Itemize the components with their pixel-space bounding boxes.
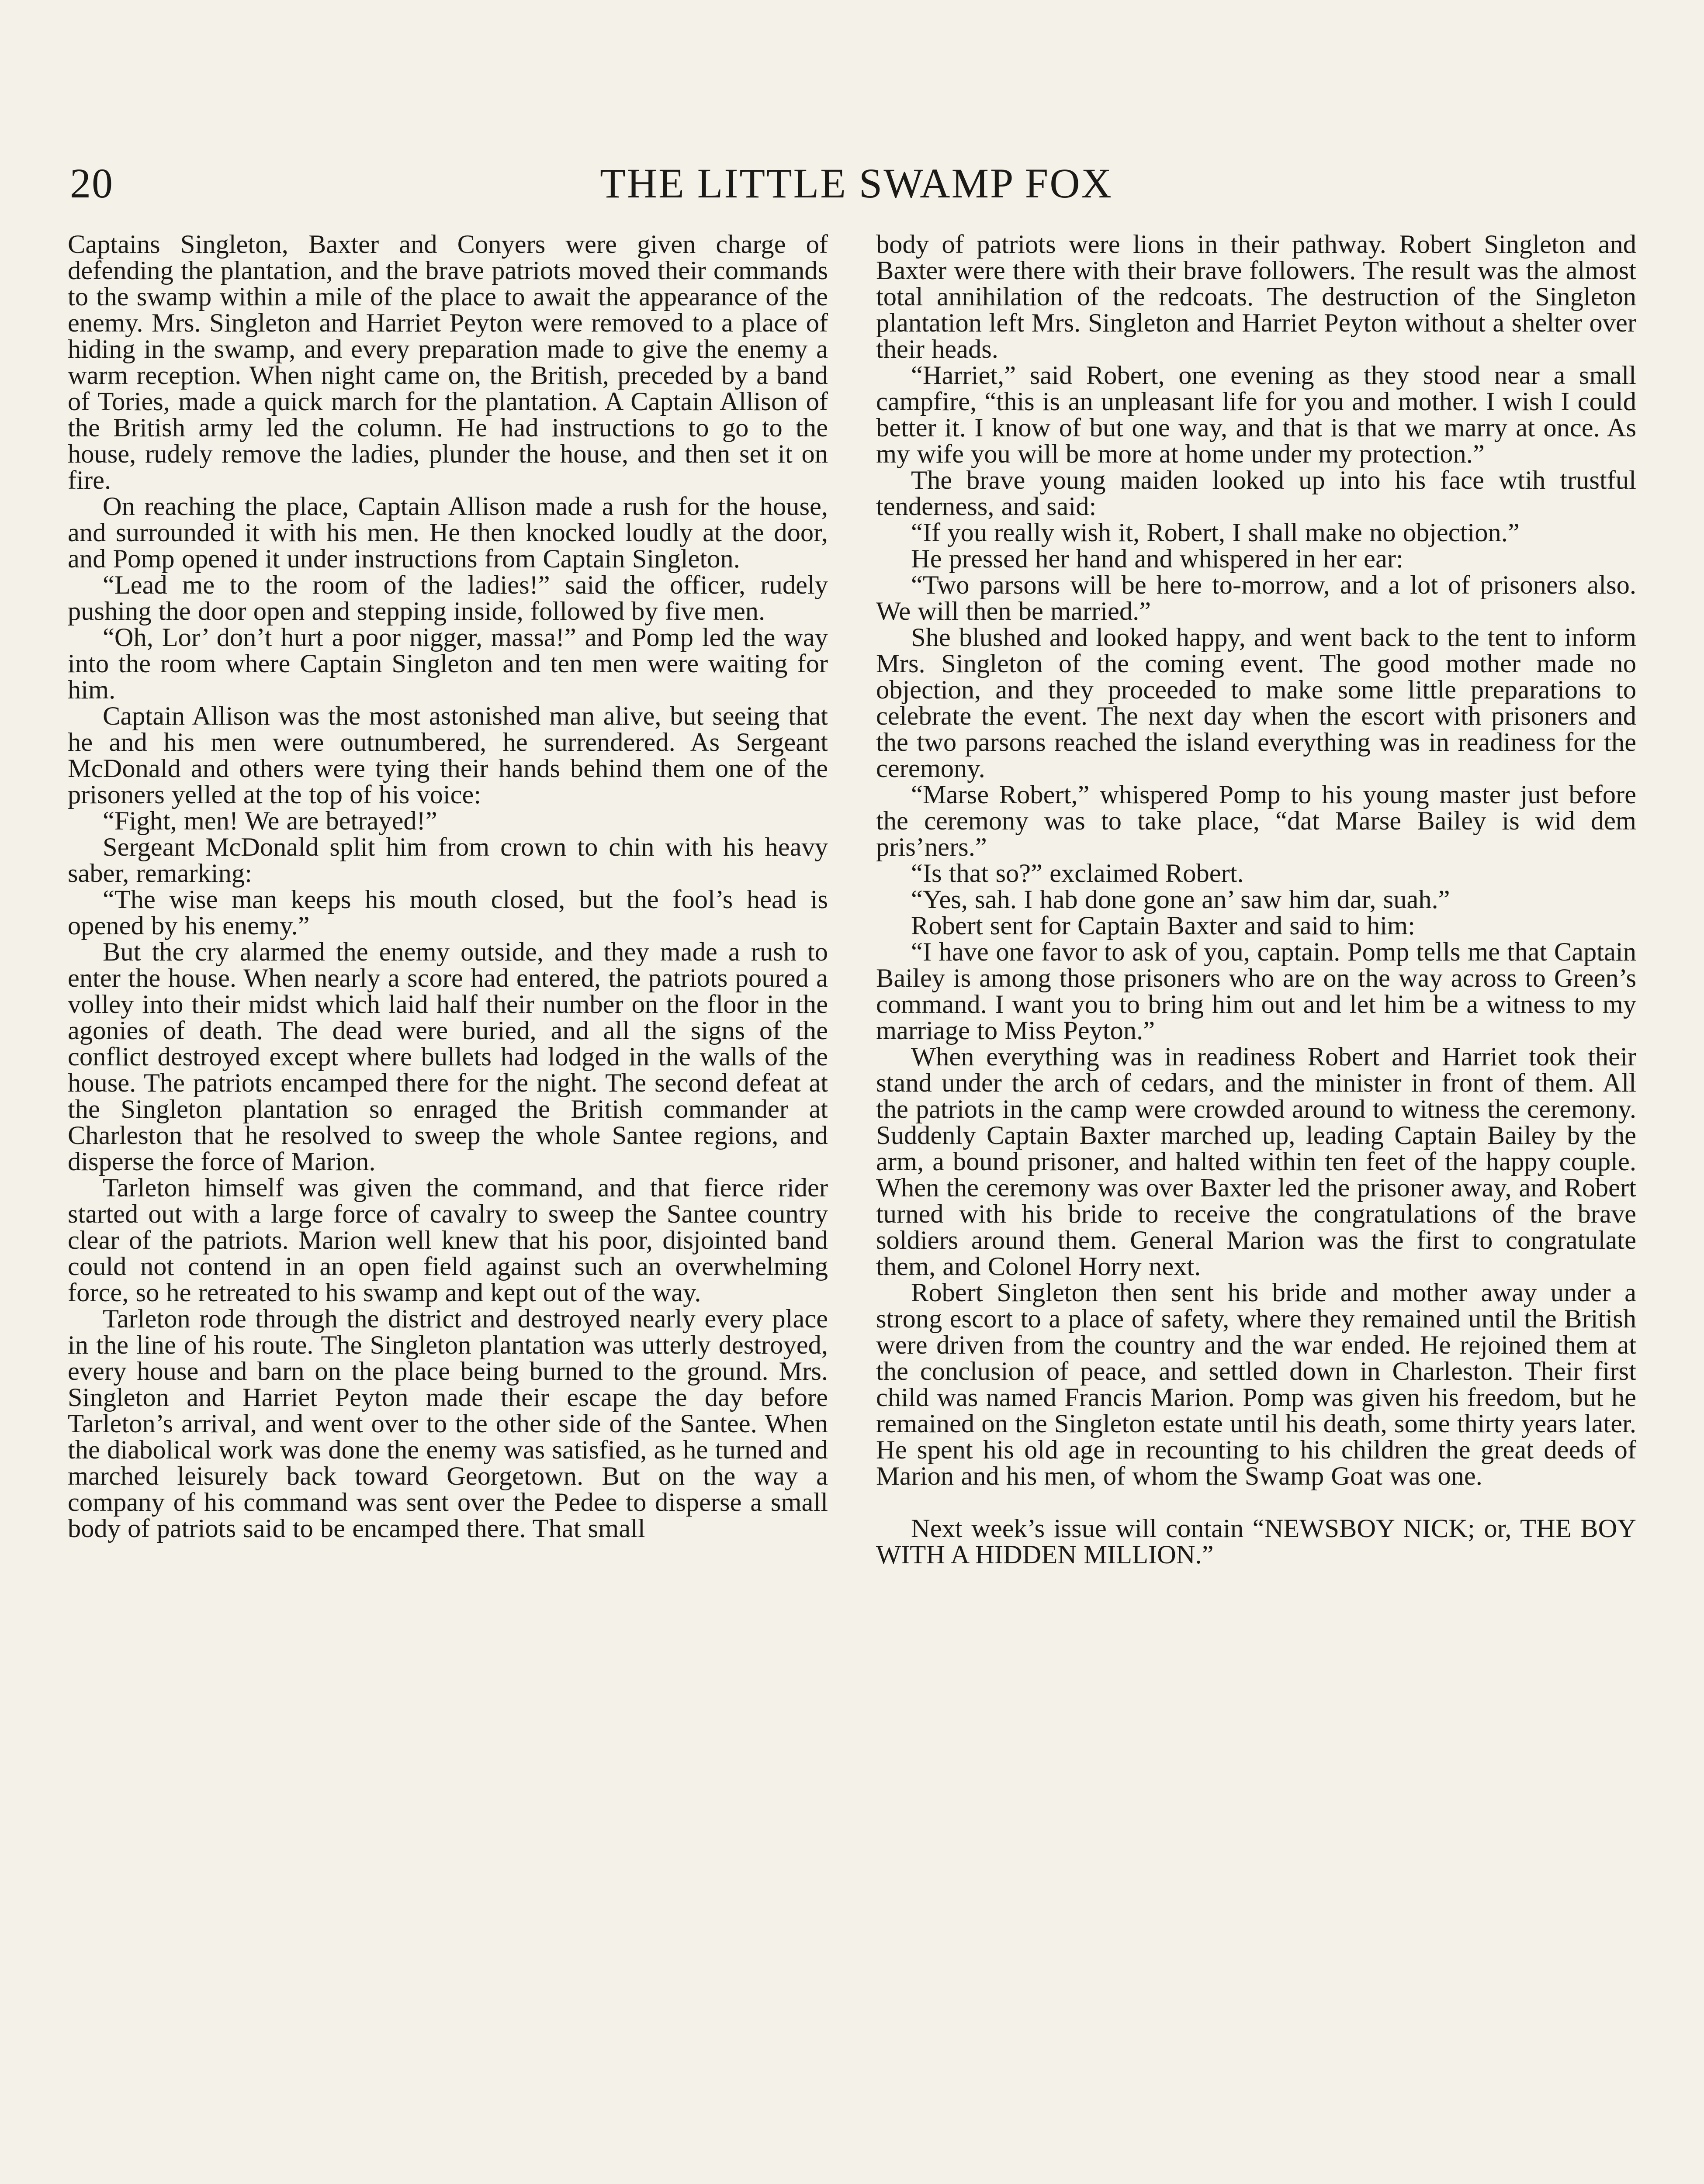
paragraph: The brave young maiden looked up into his face wtih trustful tenderness, and said:: [876, 466, 1636, 521]
paragraph: “Harriet,” said Robert, one evening as they stood near a small campfire, “this is an unpleasant life for you and mother. I wish I could better it. I know of but one way, and that is that we marry at once. As my wife you will be more at home under my protection.”: [876, 361, 1636, 469]
left-column: [68, 232, 828, 1542]
paragraph: “Two parsons will be here to-morrow, and a lot of prisoners also. We will then be married.”: [876, 570, 1636, 626]
paragraph: Tarleton himself was given the command, and that fierce rider started out with a large force of cavalry to sweep the Santee country clear of the patriots. Marion well knew that his poor, disjointed band could not contend in an open field against such an overwhelming force, so he retreated to his swamp and kept out of the way.: [68, 1173, 828, 1307]
paragraph: “Oh, Lor’ don’t hurt a poor nigger, massa!” and Pomp led the way into the room where Captain Singleton and ten men were waiting for him.: [68, 623, 828, 705]
paragraph: “I have one favor to ask of you, captain. Pomp tells me that Captain Bailey is among those prisoners who are on the way across to Green’s command. I want you to bring him out and let him be a witness to my marriage to Miss Peyton.”: [876, 937, 1636, 1045]
paragraph: “The wise man keeps his mouth closed, but the fool’s head is opened by his enemy.”: [68, 885, 828, 940]
right-column: [876, 232, 1636, 1568]
paragraph: He pressed her hand and whispered in her ear:: [911, 544, 1403, 574]
page-header: [70, 157, 1643, 214]
running-title: THE LITTLE SWAMP FOX: [600, 160, 1113, 207]
paragraph: Robert sent for Captain Baxter and said to him:: [911, 911, 1415, 940]
paragraph: But the cry alarmed the enemy outside, and they made a rush to enter the house. When nearly a score had entered, the patriots poured a volley into their midst which laid half their number on the floor in the agonies of death. The dead were buried, and all the signs of the conflict destroyed except where bullets had lodged in the walls of the house. The patriots encamped there for the night. The second defeat at the Singleton plantation so enraged the British commander at Charleston that he resolved to sweep the whole Santee regions, and disperse the force of Marion.: [68, 937, 828, 1176]
paragraph: Sergeant McDonald split him from crown to chin with his heavy saber, remarking:: [68, 833, 828, 888]
paragraph: “If you really wish it, Robert, I shall make no objection.”: [911, 518, 1520, 547]
paragraph: “Lead me to the room of the ladies!” said the officer, rudely pushing the door open and stepping inside, followed by five men.: [68, 570, 828, 626]
paragraph: “Is that so?” exclaimed Robert.: [911, 859, 1244, 888]
paragraph: Captain Allison was the most astonished man alive, but seeing that he and his men were outnumbered, he surrendered. As Sergeant McDonald and others were tying their hands behind them one of the prisoners yelled at the top of his voice:: [68, 702, 828, 809]
next-issue-notice: Next week’s issue will contain “NEWSBOY NICK; or, THE BOY WITH A HIDDEN MILLION.”: [876, 1514, 1636, 1569]
paragraph: On reaching the place, Captain Allison made a rush for the house, and surrounded it with his men. He then knocked loudly at the door, and Pomp opened it under instructions from Captain Singleton.: [68, 492, 828, 574]
paragraph: “Fight, men! We are betrayed!”: [103, 806, 437, 836]
paragraph: When everything was in readiness Robert and Harriet took their stand under the arch of cedars, and the minister in front of them. All the patriots in the camp were crowded around to witness the ceremony. Suddenly Captain Baxter marched up, leading Captain Bailey by the arm, a bound prisoner, and halted within ten feet of the happy couple. When the ceremony was over Baxter led the prisoner away, and Robert turned with his bride to receive the congratulations of the brave soldiers around them. General Marion was the first to congratulate them, and Colonel Horry next.: [876, 1042, 1636, 1281]
paragraph: body of patriots were lions in their pathway. Robert Singleton and Baxter were there with their brave followers. The result was the almost total annihilation of the redcoats. The destruction of the Singleton plantation left Mrs. Singleton and Harriet Peyton without a shelter over their heads.: [876, 230, 1636, 364]
paragraph: “Marse Robert,” whispered Pomp to his young master just before the ceremony was to take place, “dat Marse Bailey is wid dem pris’ners.”: [876, 780, 1636, 862]
paragraph: “Yes, sah. I hab done gone an’ saw him dar, suah.”: [911, 885, 1450, 914]
paragraph: Tarleton rode through the district and destroyed nearly every place in the line of his route. The Singleton plantation was utterly destroyed, every house and barn on the place being burned to the ground. Mrs. Singleton and Harriet Peyton made their escape the day before Tarleton’s arrival, and went over to the other side of the Santee. When the diabolical work was done the enemy was satisfied, as he turned and marched leisurely back toward Georgetown. But on the way a company of his command was sent over the Pedee to disperse a small body of patriots said to be encamped there. That small: [68, 1304, 828, 1543]
paragraph: She blushed and looked happy, and went back to the tent to inform Mrs. Singleton of the coming event. The good mother made no objection, and they proceeded to make some little preparations to celebrate the event. The next day when the escort with prisoners and the two parsons reached the island everything was in readiness for the ceremony.: [876, 623, 1636, 783]
text-columns: [68, 232, 1641, 2184]
page-number: 20: [70, 160, 114, 207]
paragraph: Robert Singleton then sent his bride and mother away under a strong escort to a place of safety, where they remained until the British were driven from the country and the war ended. He rejoined them at the conclusion of peace, and settled down in Charleston. Their first child was named Francis Marion. Pomp was given his freedom, but he remained on the Singleton estate until his death, some thirty years later. He spent his old age in recounting to his children the great deeds of Marion and his men, of whom the Swamp Goat was one.: [876, 1278, 1636, 1491]
paragraph: Captains Singleton, Baxter and Conyers were given charge of defending the plantation, and the brave patriots moved their commands to the swamp within a mile of the place to await the appearance of the enemy. Mrs. Singleton and Harriet Peyton were removed to a place of hiding in the swamp, and every preparation made to give the enemy a warm reception. When night came on, the British, preceded by a band of Tories, made a quick march for the plantation. A Captain Allison of the British army led the column. He had instructions to go to the house, rudely remove the ladies, plunder the house, and then set it on fire.: [68, 230, 828, 495]
